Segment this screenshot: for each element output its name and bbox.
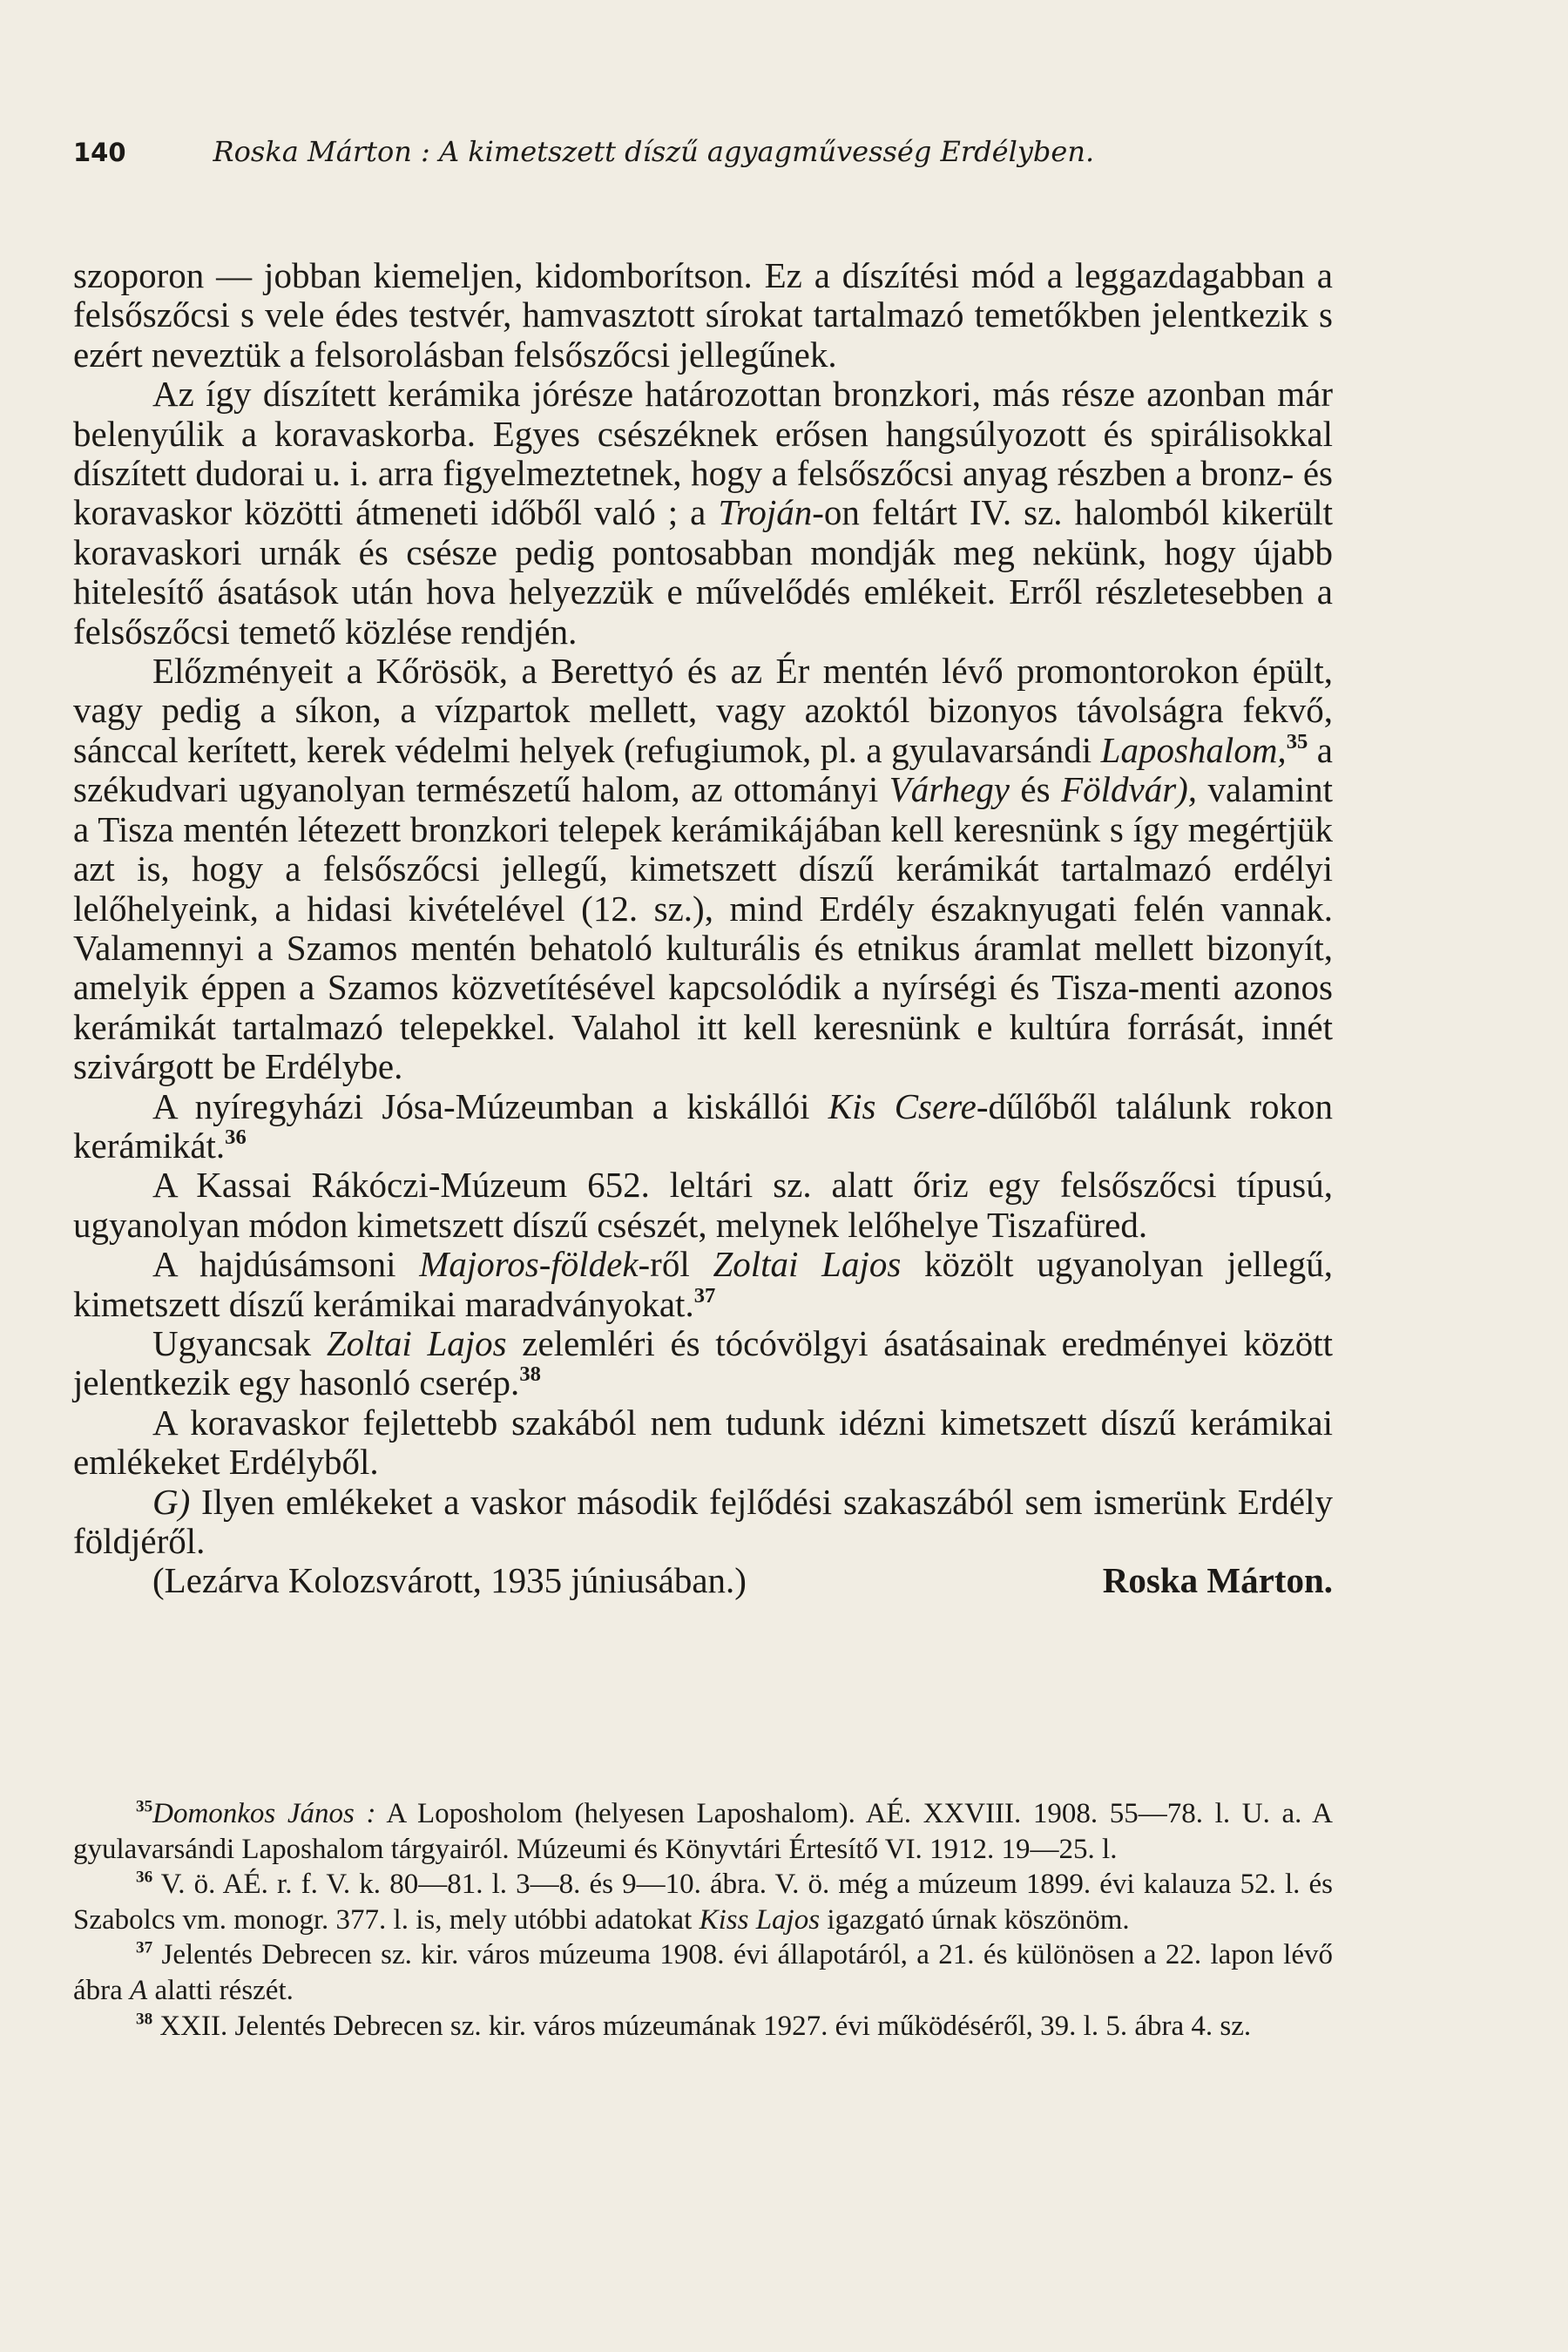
main-text — [73, 256, 1333, 1601]
footnote-text: XXII. Jelentés Debrecen sz. kir. város múzeumának 1927. évi működéséről, 39. l. 5. ábra 4. sz. — [152, 2010, 1252, 2042]
text-run: A hajdúsámsoni — [152, 1244, 420, 1285]
figure-letter: A — [130, 1974, 148, 2006]
closing-line — [73, 1561, 1333, 1600]
footnote — [73, 1937, 1333, 2008]
footnote-text: alatti részét. — [147, 1974, 294, 2006]
paragraph — [73, 1087, 1333, 1166]
text-run: zelemléri és tócóvölgyi ásatásainak eredményei között jelentkezik egy hasonló cserép. — [73, 1322, 1334, 1403]
footnote — [73, 1796, 1333, 1867]
footnote-number: 35 — [136, 1797, 153, 1816]
text-run: A koravaskor fejlettebb szakából nem tudunk idézni kimetszett díszű kerámikai emlékeket Erdélyből. — [73, 1402, 1333, 1483]
page-number: 140 — [73, 138, 126, 167]
text-run: közölt ugyanolyan jellegű, kimetszett díszű kerámikai maradványokat. — [73, 1244, 1334, 1324]
text-run: -dűlőből találunk rokon kerámikát. — [73, 1085, 1333, 1166]
author-signature: Roska Márton. — [1102, 1560, 1333, 1601]
text-run: Az így díszített kerámika jórésze határozottan bronzkori, más része azonban már belenyúlik a koravaskorba. Egyes csészéknek erősen hangsúlyozott és spirálisokkal díszített dudorai u. i. arra figyelmeztetnek, hogy a felsőszőcsi anyag részben a bronz- és koravaskor közötti átmeneti időből való ; a — [73, 374, 1333, 533]
text-run: -on feltárt IV. sz. halomból kikerült koravaskori urnák és csésze pedig pontosabban mondják meg nekünk, hogy újabb hitelesítő ásatások után hova helyezzük e művelődés emlékeit. Erről részletesebben a felsőszőcsi temető közlése rendjén. — [73, 492, 1333, 652]
place-name: Troján — [718, 492, 813, 533]
text-run: Ugyancsak — [152, 1322, 327, 1363]
footnote — [73, 1867, 1333, 1937]
paragraph — [73, 1403, 1333, 1483]
footnote-ref: 36 — [225, 1125, 247, 1149]
text-run: Előzményeit a Kőrösök, a Berettyó és az Ér mentén lévő promontorokon épült, vagy pedig a síkon, a vízpartok mellett, vagy azoktól bizonyos távolságra fekvő, sánccal kerített, kerek védelmi helyek (refugiumok, pl. a gyulavarsándi — [73, 651, 1333, 770]
footnote-ref: 35 — [1286, 729, 1308, 754]
closing-date: (Lezárva Kolozsvárott, 1935 júniusában.) — [152, 1560, 747, 1601]
place-name: Kis Csere — [828, 1085, 977, 1126]
text-run: A nyíregyházi Jósa-Múzeumban a kiskállói — [152, 1085, 828, 1126]
paragraph — [73, 1483, 1333, 1562]
text-run: -ről — [638, 1244, 713, 1285]
footnote-number: 36 — [136, 1868, 153, 1887]
running-header — [73, 132, 1328, 172]
section-label: G) — [152, 1481, 191, 1522]
paragraph — [73, 652, 1333, 1086]
text-run: és — [1009, 769, 1062, 810]
person-name: Zoltai Lajos — [326, 1322, 507, 1363]
footnote — [73, 2009, 1333, 2044]
person-name: Domonkos János : — [152, 1798, 376, 1829]
footnote-ref: 37 — [693, 1283, 716, 1308]
footnote-ref: 38 — [519, 1362, 541, 1387]
footnote-text: Jelentés Debrecen sz. kir. város múzeuma 1908. évi állapotáról, a 21. és különösen a 22. lapon lévő ábra — [73, 1939, 1333, 2006]
paragraph — [73, 256, 1333, 375]
footnote-text: A Loposholom (helyesen Laposhalom). AÉ. XXVIII. 1908. 55—78. l. U. a. A gyulavarsándi Laposhalom tárgyairól. Múzeumi és Könyvtári Értesítő VI. 1912. 19—25. l. — [73, 1798, 1333, 1865]
footnote-number: 38 — [136, 2010, 153, 2029]
footnote-number: 37 — [136, 1938, 153, 1957]
text-run: A Kassai Rákóczi-Múzeum 652. leltári sz. alatt őriz egy felsőszőcsi típusú, ugyanolyan módon kimetszett díszű csészét, melynek lelőhelye Tiszafüred. — [73, 1165, 1333, 1245]
footnote-text: igazgató úrnak köszönöm. — [820, 1903, 1130, 1936]
text-run: valamint a Tisza mentén létezett bronzkori telepek kerámikájában kell keresnünk s így megértjük azt is, hogy a felsőszőcsi jellegű, kimetszett díszű kerámikát tartalmazó erdélyi lelőhelyeink, a hidasi kivételével (12. sz.), mind Erdély északnyugati felén vannak. Valamennyi a Szamos mentén behatoló kulturális és etnikus áramlat mellett bizonyít, amelyik éppen a Szamos közvetítésével kapcsolódik a nyírségi és Tisza-menti azonos kerámikát tartalmazó telepekkel. Valahol itt kell keresnünk e kultúra forrását, innét szivárgott be Erdélybe. — [73, 769, 1334, 1087]
paragraph — [73, 1166, 1333, 1245]
footnote-text: V. ö. AÉ. r. f. V. k. 80—81. l. 3—8. és 9—10. ábra. V. ö. még a múzeum 1899. évi kalauza 52. l. és Szabolcs vm. monogr. 377. l. is, mely utóbbi adatokat — [73, 1869, 1333, 1936]
place-name: Földvár), — [1061, 769, 1198, 810]
text-run: a székudvari ugyanolyan természetű halom, az ottományi — [73, 729, 1334, 810]
person-name: Kiss Lajos — [699, 1903, 821, 1936]
running-title: Roska Márton : A kimetszett díszű agyagművesség Erdélyben. — [213, 135, 1095, 168]
paragraph — [73, 1245, 1333, 1324]
text-run: Ilyen emlékeket a vaskor második fejlődési szakaszából sem ismerünk Erdély földjéről. — [73, 1481, 1333, 1561]
place-name: Majoros-földek — [419, 1244, 639, 1285]
footnotes — [73, 1796, 1333, 2044]
paragraph — [73, 375, 1333, 652]
place-name: Laposhalom, — [1100, 729, 1287, 770]
paragraph — [73, 1324, 1333, 1403]
text-run: szoporon — jobban kiemeljen, kidomborítson. Ez a díszítési mód a leggazdagabban a felsőszőcsi s vele édes testvér, hamvasztott sírokat tartalmazó temetőkben jelentkezik s ezért neveztük a felsorolásban felsőszőcsi jellegűnek. — [73, 255, 1333, 375]
person-name: Zoltai Lajos — [713, 1244, 902, 1285]
place-name: Várhegy — [889, 769, 1010, 810]
